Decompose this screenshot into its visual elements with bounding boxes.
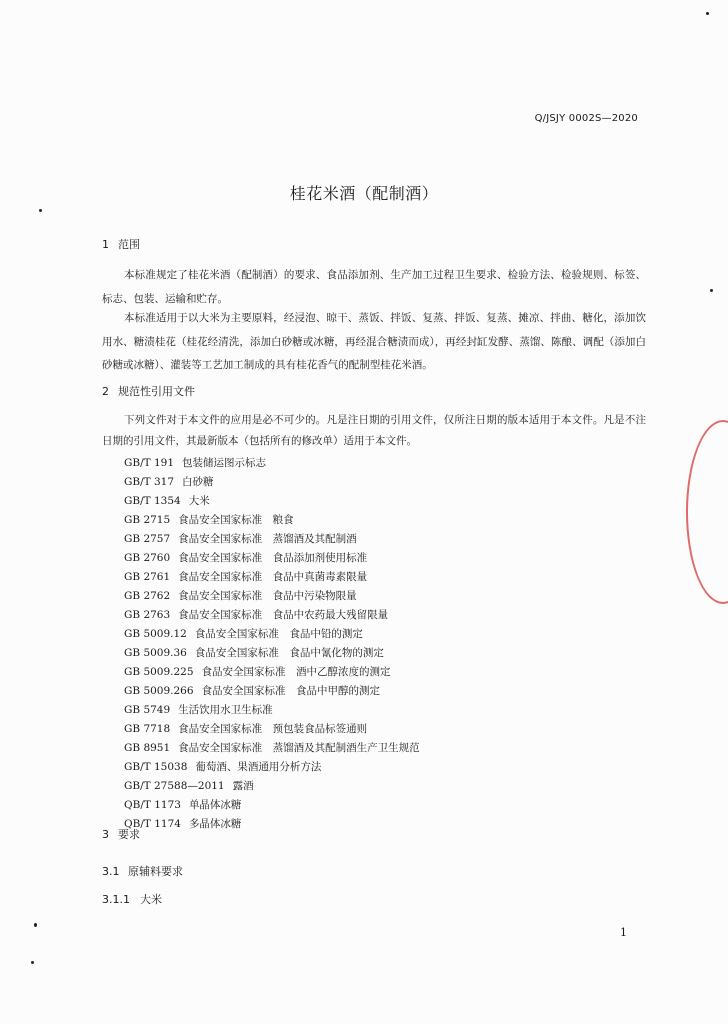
reference-name: 生活饮用水卫生标准: [178, 704, 273, 716]
reference-item: [124, 682, 420, 701]
scan-speck: [31, 961, 34, 964]
reference-item: [124, 625, 420, 644]
reference-code: GB 2762: [124, 590, 171, 602]
reference-item: [124, 473, 420, 492]
page-number: 1: [620, 926, 627, 939]
reference-item: [124, 777, 420, 796]
reference-name: 白砂糖: [182, 476, 214, 488]
reference-item: [124, 739, 420, 758]
section-2-heading: [102, 383, 195, 399]
section-number: 2: [102, 385, 109, 398]
reference-code: GB/T 191: [124, 457, 175, 469]
scope-paragraph-1: 本标准规定了桂花米酒（配制酒）的要求、食品添加剂、生产加工过程卫生要求、检验方法、检验规则、标签、标志、包装、运输和贮存。: [102, 269, 646, 305]
reference-item: [124, 701, 420, 720]
section-number: 1: [102, 238, 109, 251]
reference-item: [124, 720, 420, 739]
reference-name: 食品安全国家标准 食品中农药最大残留限量: [178, 609, 389, 621]
reference-name: 食品安全国家标准 蒸馏酒及其配制酒生产卫生规范: [178, 742, 420, 754]
reference-code: GB 2763: [124, 609, 171, 621]
reference-name: 葡萄酒、果酒通用分析方法: [195, 761, 322, 773]
reference-name: 露酒: [232, 780, 254, 792]
reference-item: [124, 549, 420, 568]
reference-name: 食品安全国家标准 蒸馏酒及其配制酒: [178, 533, 357, 545]
reference-name: 食品安全国家标准 食品中污染物限量: [178, 590, 357, 602]
scan-speck: [710, 289, 713, 292]
reference-item: [124, 606, 420, 625]
reference-name: 大米: [188, 495, 210, 507]
reference-item: [124, 815, 420, 834]
reference-code: GB/T 1354: [124, 495, 181, 507]
scan-speck: [39, 209, 42, 212]
reference-name: 多晶体冰糖: [188, 818, 242, 830]
reference-code: GB 5009.266: [124, 685, 194, 697]
reference-item: [124, 587, 420, 606]
reference-name: 食品安全国家标准 粮食: [178, 514, 294, 526]
section-1-heading: [102, 236, 140, 252]
references-intro: 下列文件对于本文件的应用是必不可少的。凡是注日期的引用文件，仅所注日期的版本适用于本文件。凡是不注日期的引用文件，其最新版本（包括所有的修改单）适用于本文件。: [102, 414, 646, 447]
red-seal-stamp: [686, 420, 728, 604]
reference-item: [124, 663, 420, 682]
reference-code: GB 2715: [124, 514, 171, 526]
standard-code: Q/JSJY 0002S—2020: [534, 113, 638, 124]
reference-code: GB 8951: [124, 742, 171, 754]
document-title: 桂花米酒（配制酒）: [289, 184, 439, 203]
reference-item: [124, 530, 420, 549]
reference-item: [124, 492, 420, 511]
reference-code: GB/T 317: [124, 476, 175, 488]
reference-code: GB 2761: [124, 571, 171, 583]
reference-code: GB 5749: [124, 704, 171, 716]
reference-list: [124, 454, 420, 834]
reference-name: 食品安全国家标准 食品中真菌毒素限量: [178, 571, 368, 583]
section-title: 范围: [118, 238, 140, 251]
reference-name: 食品安全国家标准 酒中乙醇浓度的测定: [201, 666, 391, 678]
reference-code: GB 5009.36: [124, 647, 187, 659]
section-title: 规范性引用文件: [118, 385, 195, 398]
reference-code: QB/T 1173: [124, 799, 181, 811]
reference-item: [124, 454, 420, 473]
section-number: 3.1.1: [102, 893, 130, 906]
scan-speck: [706, 12, 709, 15]
subsection-3-1-1-heading: [102, 891, 162, 907]
reference-code: GB 2760: [124, 552, 171, 564]
reference-name: 食品安全国家标准 食品中铅的测定: [194, 628, 363, 640]
reference-code: GB 5009.225: [124, 666, 194, 678]
section-number: 3: [102, 828, 109, 841]
reference-code: GB/T 15038: [124, 761, 188, 773]
section-3-heading: [102, 826, 140, 842]
reference-name: 食品安全国家标准 预包装食品标签通则: [178, 723, 368, 735]
section-title: 大米: [140, 893, 162, 906]
subsection-3-1-heading: [102, 863, 183, 879]
reference-item: [124, 511, 420, 530]
reference-code: QB/T 1174: [124, 818, 181, 830]
section-number: 3.1: [102, 865, 120, 878]
section-title: 原辅料要求: [128, 865, 183, 878]
scope-paragraph-2: 本标准适用于以大米为主要原料，经浸泡、晾干、蒸饭、拌饭、复蒸、拌饭、复蒸、摊凉、拌曲、糖化，添加饮用水、糖渍桂花（桂花经清洗，添加白砂糖或冰糖，再经混合糖渍而成），再经封缸发酵、蒸馏、陈酿、调配（添加白砂糖或冰糖）、灌装等工艺加工制成的具有桂花香气的配制型桂花米酒。: [102, 312, 646, 371]
reference-name: 食品安全国家标准 食品中氰化物的测定: [194, 647, 384, 659]
reference-item: [124, 758, 420, 777]
reference-name: 单晶体冰糖: [188, 799, 242, 811]
reference-item: [124, 796, 420, 815]
reference-code: GB 5009.12: [124, 628, 187, 640]
reference-code: GB 7718: [124, 723, 171, 735]
reference-item: [124, 644, 420, 663]
reference-name: 食品安全国家标准 食品中甲醇的测定: [201, 685, 381, 697]
reference-code: GB 2757: [124, 533, 171, 545]
reference-name: 食品安全国家标准 食品添加剂使用标准: [178, 552, 368, 564]
section-title: 要求: [118, 828, 140, 841]
reference-code: GB/T 27588—2011: [124, 780, 225, 792]
scan-speck: [34, 923, 37, 927]
reference-item: [124, 568, 420, 587]
reference-name: 包装储运图示标志: [182, 457, 267, 469]
